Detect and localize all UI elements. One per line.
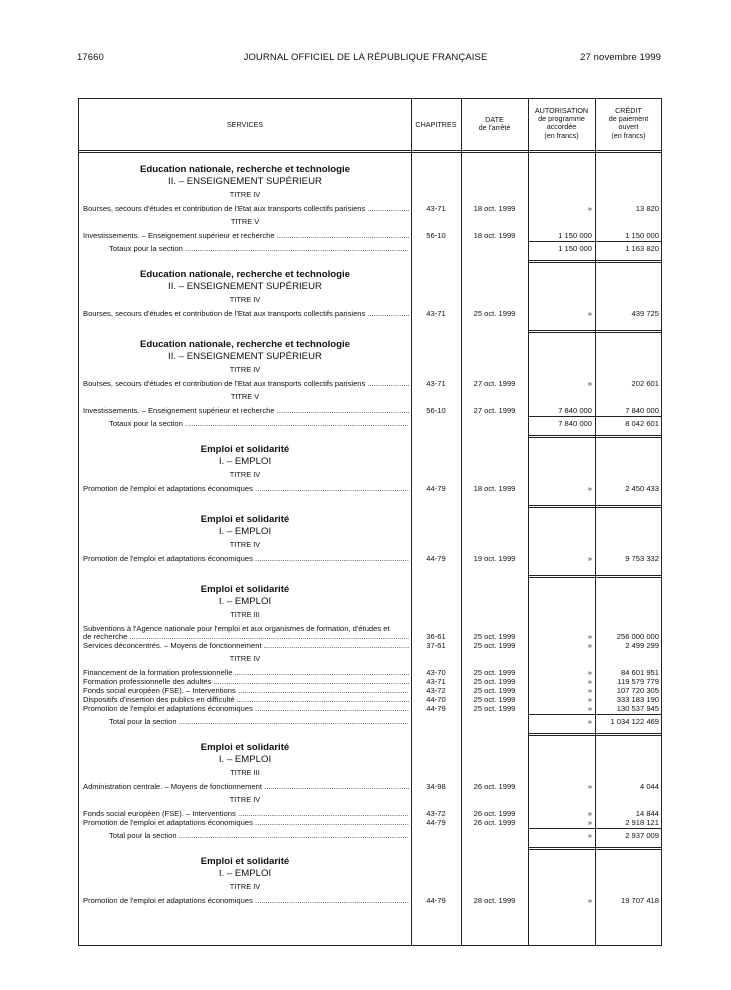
titre-heading: TITRE III	[230, 768, 260, 777]
total-label: Totaux pour la section .....	[109, 244, 409, 253]
service-description: Formation professionnelle des adultes .....	[83, 677, 409, 686]
credit-cell: 333 183 190	[616, 695, 659, 704]
autorisation-cell: 1 150 000	[558, 231, 592, 240]
autorisation-cell: »	[587, 818, 592, 827]
service-description: Services déconcentrés. – Moyens de fonctionnement .....	[83, 641, 409, 650]
issue-date: 27 novembre 1999	[580, 52, 661, 63]
col-header-date: DATE de l'arrêté	[478, 115, 511, 133]
total-credit: 1 163 820	[625, 244, 659, 253]
titre-heading: TITRE V	[230, 392, 260, 401]
credit-cell: 107 720 305	[616, 686, 659, 695]
autorisation-cell: »	[587, 484, 592, 493]
date-cell: 18 oct. 1999	[473, 231, 516, 240]
total-credit: 8 042 601	[625, 419, 659, 428]
service-description: Promotion de l'emploi et adaptations économiques .....	[83, 484, 409, 493]
autorisation-cell: 7 840 000	[558, 406, 592, 415]
total-autorisation: »	[587, 831, 592, 840]
total-autorisation: »	[587, 717, 592, 726]
date-cell: 18 oct. 1999	[473, 204, 516, 213]
date-cell: 25 oct. 1999	[473, 677, 516, 686]
chapitre-cell: 43-71	[426, 379, 446, 388]
ministry-heading: Education nationale, recherche et technologie	[139, 269, 351, 280]
date-cell: 25 oct. 1999	[473, 695, 516, 704]
date-cell: 25 oct. 1999	[473, 704, 516, 713]
chapitre-cell: 44-70	[426, 695, 446, 704]
col-header-chapitres: CHAPITRES	[415, 120, 457, 129]
service-description: Promotion de l'emploi et adaptations économiques .....	[83, 896, 409, 905]
date-cell: 27 oct. 1999	[473, 379, 516, 388]
credit-cell: 1 150 000	[625, 231, 659, 240]
credit-cell: 256 000 000	[616, 632, 659, 641]
total-label: Total pour la section .....	[109, 831, 409, 840]
titre-heading: TITRE IV	[229, 540, 261, 549]
total-rule	[528, 575, 662, 578]
chapitre-cell: 43-71	[426, 204, 446, 213]
total-autorisation: 1 150 000	[558, 244, 592, 253]
subsection-heading: II. – ENSEIGNEMENT SUPÉRIEUR	[168, 351, 322, 362]
date-cell: 25 oct. 1999	[473, 632, 516, 641]
credit-cell: 9 753 332	[625, 554, 659, 563]
total-rule	[528, 714, 662, 715]
service-description: Fonds social européen (FSE). – Interventions .....	[83, 686, 409, 695]
total-label: Totaux pour la section .....	[109, 419, 409, 428]
subsection-heading: I. – EMPLOI	[218, 868, 272, 879]
chapitre-cell: 44-79	[426, 704, 446, 713]
autorisation-cell: »	[587, 782, 592, 791]
total-rule	[528, 241, 662, 242]
subsection-heading: II. – ENSEIGNEMENT SUPÉRIEUR	[168, 281, 322, 292]
autorisation-cell: »	[587, 686, 592, 695]
credit-cell: 84 601 951	[620, 668, 659, 677]
autorisation-cell: »	[587, 677, 592, 686]
chapitre-cell: 43-71	[426, 677, 446, 686]
chapitre-cell: 44-79	[426, 484, 446, 493]
chapitre-cell: 44-79	[426, 896, 446, 905]
total-autorisation: 7 840 000	[558, 419, 592, 428]
autorisation-cell: »	[587, 641, 592, 650]
chapitre-cell: 43-72	[426, 686, 446, 695]
date-cell: 25 oct. 1999	[473, 641, 516, 650]
total-rule	[528, 847, 662, 850]
service-description: Fonds social européen (FSE). – Interventions .....	[83, 809, 409, 818]
service-description: Financement de la formation professionnelle .....	[83, 668, 409, 677]
titre-heading: TITRE IV	[229, 190, 261, 199]
ministry-heading: Emploi et solidarité	[200, 856, 290, 867]
autorisation-cell: »	[587, 309, 592, 318]
credit-cell: 7 840 000	[625, 406, 659, 415]
autorisation-cell: »	[587, 896, 592, 905]
journal-title: JOURNAL OFFICIEL DE LA RÉPUBLIQUE FRANÇAISE	[243, 52, 488, 63]
credit-cell: 2 450 433	[625, 484, 659, 493]
total-rule	[528, 330, 662, 333]
autorisation-cell: »	[587, 704, 592, 713]
titre-heading: TITRE IV	[229, 654, 261, 663]
ministry-heading: Emploi et solidarité	[200, 742, 290, 753]
subsection-heading: I. – EMPLOI	[218, 456, 272, 467]
chapitre-cell: 43-71	[426, 309, 446, 318]
credit-cell: 130 537 945	[616, 704, 659, 713]
date-cell: 25 oct. 1999	[473, 309, 516, 318]
date-cell: 27 oct. 1999	[473, 406, 516, 415]
total-credit: 2 937 009	[625, 831, 659, 840]
autorisation-cell: »	[587, 632, 592, 641]
col-header-services: SERVICES	[226, 120, 264, 129]
credit-cell: 439 725	[631, 309, 659, 318]
titre-heading: TITRE IV	[229, 795, 261, 804]
date-cell: 25 oct. 1999	[473, 686, 516, 695]
total-rule	[528, 435, 662, 438]
date-cell: 26 oct. 1999	[473, 818, 516, 827]
total-credit: 1 034 122 469	[610, 717, 659, 726]
autorisation-cell: »	[587, 554, 592, 563]
header-rule	[79, 150, 661, 153]
date-cell: 25 oct. 1999	[473, 668, 516, 677]
date-cell: 28 oct. 1999	[473, 896, 516, 905]
date-cell: 26 oct. 1999	[473, 809, 516, 818]
ministry-heading: Education nationale, recherche et technologie	[139, 339, 351, 350]
appropriations-table	[78, 98, 662, 946]
service-description: Bourses, secours d'études et contribution de l'Etat aux transports collectifs parisiens .....	[83, 379, 409, 388]
titre-heading: TITRE IV	[229, 882, 261, 891]
autorisation-cell: »	[587, 379, 592, 388]
service-description: Investissements. – Enseignement supérieur et recherche .....	[83, 231, 409, 240]
total-label: Total pour la section .....	[109, 717, 409, 726]
service-description: de recherche .....	[83, 632, 409, 641]
total-rule	[528, 828, 662, 829]
service-description: Promotion de l'emploi et adaptations économiques .....	[83, 704, 409, 713]
titre-heading: TITRE III	[230, 610, 260, 619]
titre-heading: TITRE IV	[229, 365, 261, 374]
chapitre-cell: 44-79	[426, 818, 446, 827]
chapitre-cell: 44-79	[426, 554, 446, 563]
col-header-autorisation: AUTORISATION de programme accordée (en francs)	[534, 106, 589, 140]
titre-heading: TITRE IV	[229, 295, 261, 304]
credit-cell: 2 499 299	[625, 641, 659, 650]
credit-cell: 4 044	[639, 782, 659, 791]
total-rule	[528, 733, 662, 736]
chapitre-cell: 43-72	[426, 809, 446, 818]
chapitre-cell: 37-61	[426, 641, 446, 650]
autorisation-cell: »	[587, 668, 592, 677]
chapitre-cell: 56-10	[426, 406, 446, 415]
credit-cell: 19 707 418	[620, 896, 659, 905]
service-description: Promotion de l'emploi et adaptations économiques .....	[83, 818, 409, 827]
credit-cell: 202 601	[631, 379, 659, 388]
chapitre-cell: 43-70	[426, 668, 446, 677]
col-header-credit: CRÉDIT de paiement ouvert (en francs)	[608, 106, 649, 140]
service-description: Subventions à l'Agence nationale pour l'emploi et aux organismes de formation, d'études et	[83, 624, 390, 633]
titre-heading: TITRE IV	[229, 470, 261, 479]
total-rule	[528, 260, 662, 263]
credit-cell: 2 918 121	[625, 818, 659, 827]
date-cell: 18 oct. 1999	[473, 484, 516, 493]
subsection-heading: II. – ENSEIGNEMENT SUPÉRIEUR	[168, 176, 322, 187]
ministry-heading: Emploi et solidarité	[200, 444, 290, 455]
subsection-heading: I. – EMPLOI	[218, 754, 272, 765]
chapitre-cell: 36-61	[426, 632, 446, 641]
date-cell: 19 oct. 1999	[473, 554, 516, 563]
total-rule	[528, 416, 662, 417]
date-cell: 26 oct. 1999	[473, 782, 516, 791]
page-number: 17660	[77, 52, 104, 63]
autorisation-cell: »	[587, 695, 592, 704]
credit-cell: 14 844	[635, 809, 659, 818]
autorisation-cell: »	[587, 204, 592, 213]
credit-cell: 119 579 779	[617, 677, 659, 686]
service-description: Promotion de l'emploi et adaptations économiques .....	[83, 554, 409, 563]
chapitre-cell: 56-10	[426, 231, 446, 240]
service-description: Bourses, secours d'études et contribution de l'Etat aux transports collectifs parisiens .....	[83, 309, 409, 318]
titre-heading: TITRE V	[230, 217, 260, 226]
total-rule	[528, 505, 662, 508]
subsection-heading: I. – EMPLOI	[218, 526, 272, 537]
service-description: Bourses, secours d'études et contribution de l'Etat aux transports collectifs parisiens .....	[83, 204, 409, 213]
credit-cell: 13 820	[635, 204, 659, 213]
service-description: Administration centrale. – Moyens de fonctionnement .....	[83, 782, 409, 791]
autorisation-cell: »	[587, 809, 592, 818]
service-description: Investissements. – Enseignement supérieur et recherche .....	[83, 406, 409, 415]
ministry-heading: Emploi et solidarité	[200, 514, 290, 525]
ministry-heading: Emploi et solidarité	[200, 584, 290, 595]
ministry-heading: Education nationale, recherche et technologie	[139, 164, 351, 175]
service-description: Dispositifs d'insertion des publics en difficulté .....	[83, 695, 409, 704]
subsection-heading: I. – EMPLOI	[218, 596, 272, 607]
chapitre-cell: 34-98	[426, 782, 446, 791]
